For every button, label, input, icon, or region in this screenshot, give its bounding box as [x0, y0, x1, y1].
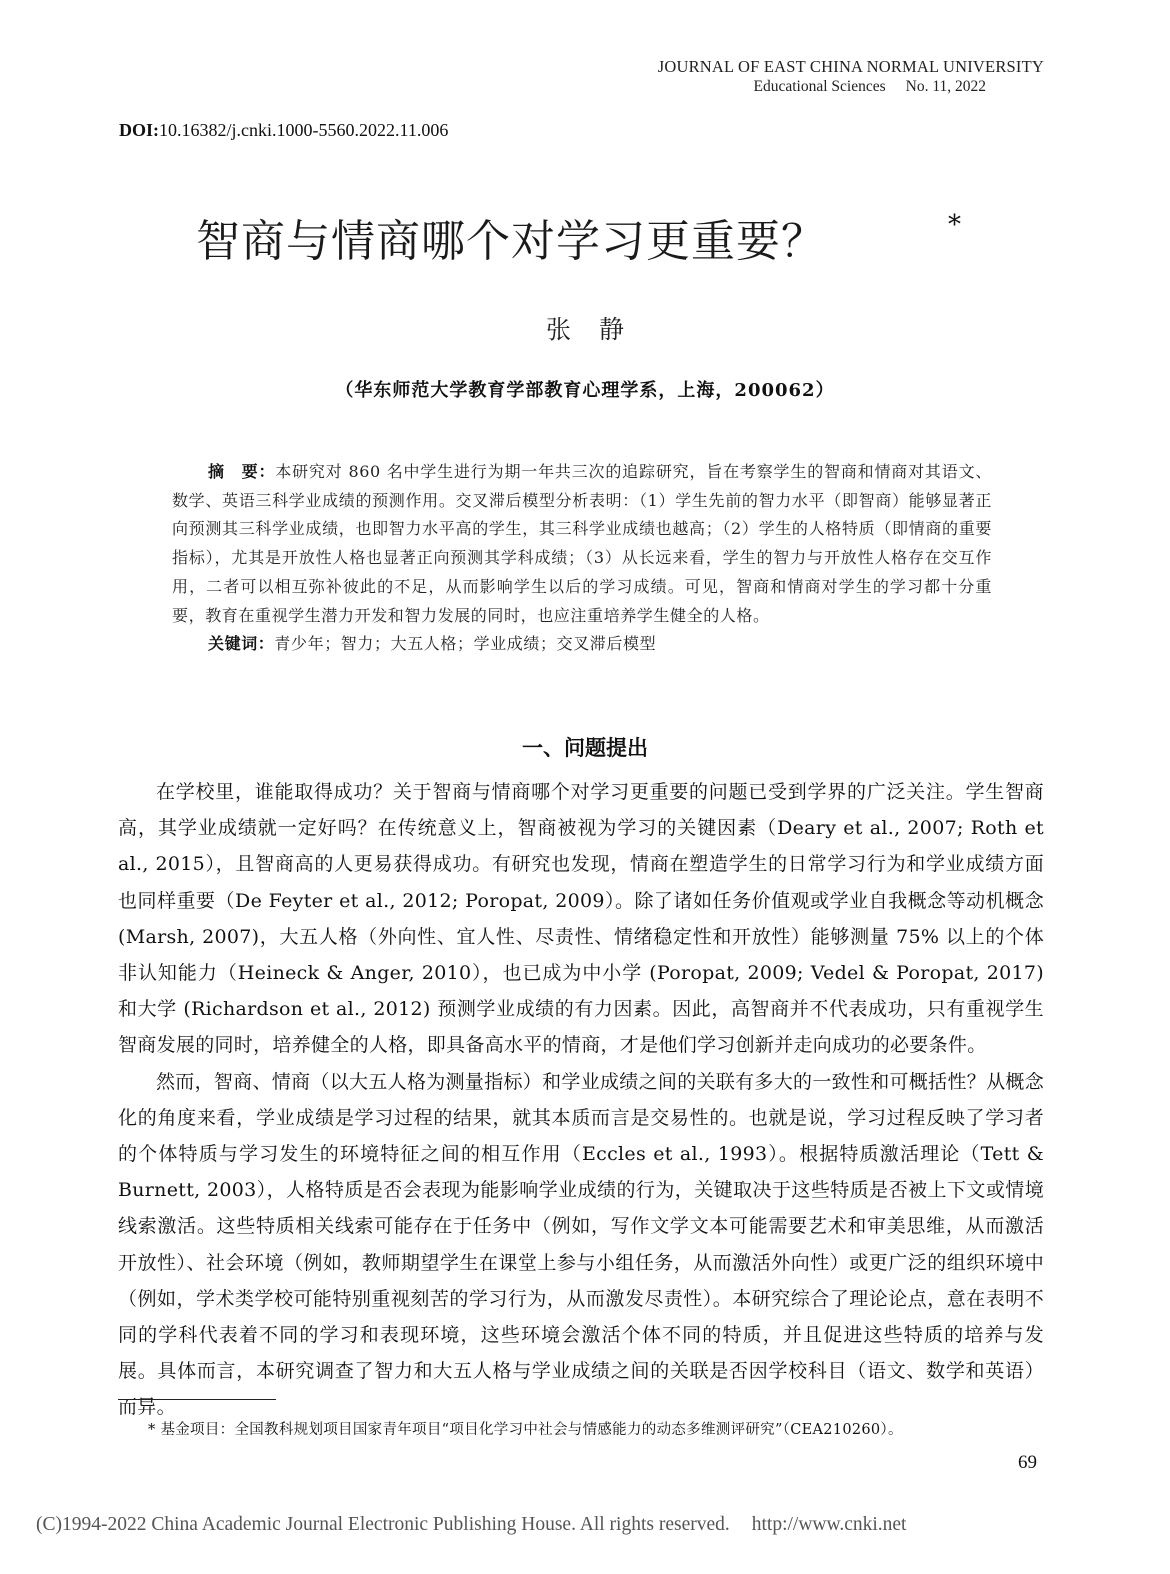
title-footnote-mark: *	[948, 210, 961, 240]
doi-label: DOI:	[119, 120, 159, 140]
body-paragraph: 在学校里，谁能取得成功？关于智商与情商哪个对学习更重要的问题已受到学界的广泛关注。学生智商高，其学业成绩就一定好吗？在传统意义上，智商被视为学习的关键因素（Deary et al., 2007; Roth et al., 2015），且智商高的人更易获得成功。有研究也发现，情商在塑造学生的日常学习行为和学业成绩方面也同样重要（De Feyter et al., 2012; Poropat, 2009）。除了诸如任务价值观或学业自我概念等动机概念 (Marsh, 2007)，大五人格（外向性、宜人性、尽责性、情绪稳定性和开放性）能够测量 75% 以上的个体非认知能力（Heineck & Anger, 2010），也已成为中小学 (Poropat, 2009; Vedel & Poropat, 2017) 和大学 (Richardson et al., 2012) 预测学业成绩的有力因素。因此，高智商并不代表成功，只有重视学生智商发展的同时，培养健全的人格，即具备高水平的情商，才是他们学习创新并走向成功的必要条件。	[118, 781, 1044, 1057]
abstract-label: 摘 要：	[208, 462, 276, 481]
journal-section: Educational Sciences	[753, 78, 886, 95]
body-text	[118, 774, 1044, 1426]
doi-value: 10.16382/j.cnki.1000-5560.2022.11.006	[159, 120, 449, 140]
journal-issue-line	[658, 77, 986, 97]
author-name: 张静	[545, 315, 652, 344]
doi-line	[119, 120, 448, 141]
footnote-divider	[118, 1399, 276, 1400]
body-paragraph: 然而，智商、情商（以大五人格为测量指标）和学业成绩之间的关联有多大的一致性和可概括性？从概念化的角度来看，学业成绩是学习过程的结果，就其本质而言是交易性的。也就是说，学习过程反映了学习者的个体特质与学习发生的环境特征之间的相互作用（Eccles et al., 1993）。根据特质激活理论（Tett & Burnett, 2003），人格特质是否会表现为能影响学业成绩的行为，关键取决于这些特质是否被上下文或情境线索激活。这些特质相关线索可能存在于任务中（例如，写作文学文本可能需要艺术和审美思维，从而激活开放性）、社会环境（例如，教师期望学生在课堂上参与小组任务，从而激活外向性）或更广泛的组织环境中（例如，学术类学校可能特别重视刻苦的学习行为，从而激发尽责性）。本研究综合了理论论点，意在表明不同的学科代表着不同的学习和表现环境，这些环境会激活个体不同的特质，并且促进这些特质的培养与发展。具体而言，本研究调查了智力和大五人格与学业成绩之间的关联是否因学校科目（语文、数学和英语）而异。	[118, 1070, 1044, 1419]
page-number: 69	[1018, 1452, 1037, 1473]
journal-header	[658, 57, 1044, 97]
abstract-block	[172, 458, 992, 659]
abstract-text: 本研究对 860 名中学生进行为期一年共三次的追踪研究，旨在考察学生的智商和情商对其语文、数学、英语三科学业成绩的预测作用。交叉滞后模型分析表明：（1）学生先前的智力水平（即智商）能够显著正向预测其三科学业成绩，也即智力水平高的学生，其三科学业成绩也越高；（2）学生的人格特质（即情商的重要指标），尤其是开放性人格也显著正向预测其学科成绩；（3）从长远来看，学生的智力与开放性人格存在交互作用，二者可以相互弥补彼此的不足，从而影响学生以后的学习成绩。可见，智商和情商对学生的学习都十分重要，教育在重视学生潜力开发和智力发展的同时，也应注重培养学生健全的人格。	[172, 462, 992, 625]
copyright-notice: (C)1994-2022 China Academic Journal Electronic Publishing House. All rights reserved.	[36, 1514, 730, 1535]
section-heading: 一、问题提出	[522, 736, 648, 760]
journal-name: JOURNAL OF EAST CHINA NORMAL UNIVERSITY	[657, 57, 1044, 76]
keywords-line	[172, 630, 992, 659]
keywords-text: 青少年；智力；大五人格；学业成绩；交叉滞后模型	[274, 634, 657, 654]
paper-title: 智商与情商哪个对学习更重要？	[196, 216, 826, 267]
abstract-paragraph	[172, 458, 992, 630]
journal-issue: No. 11, 2022	[905, 78, 986, 95]
copyright-footer	[36, 1514, 1036, 1536]
keywords-label: 关键词：	[208, 634, 275, 654]
footnote: * 基金项目：全国教科规划项目国家青年项目“项目化学习中社会与情感能力的动态多维测评研究”（CEA210260）。	[148, 1422, 903, 1438]
copyright-url: http://www.cnki.net	[751, 1514, 907, 1535]
author-affiliation: （华东师范大学教育学部教育心理学系，上海，200062）	[335, 380, 835, 401]
